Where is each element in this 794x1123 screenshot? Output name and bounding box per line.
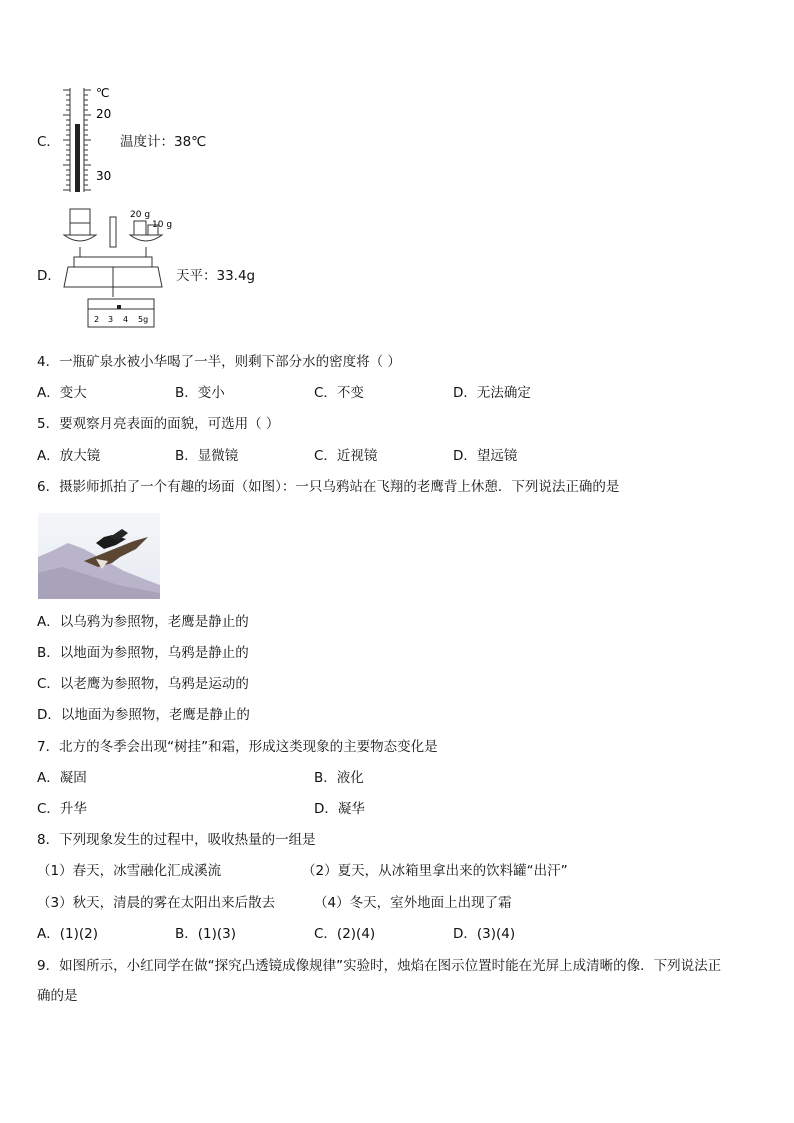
weight-label-20g: 20 g	[130, 210, 151, 220]
balance-icon	[60, 205, 175, 335]
q8-option-c: C．(2)(4)	[314, 926, 376, 942]
tick-label-20: 20	[96, 107, 112, 121]
q5-option-d: D．望远镜	[453, 448, 518, 464]
q7-option-c: C．升华	[37, 801, 87, 817]
q8-item-4: （4）冬天，室外地面上出现了霜	[314, 895, 512, 911]
q9-stem-line-1: 9．如图所示，小红同学在做“探究凸透镜成像规律”实验时，烛焰在图示位置时能在光屏上成清晰的像．下列说法正	[37, 958, 722, 974]
q9-stem-line-2: 确的是	[37, 988, 78, 1004]
q4-stem: 4．一瓶矿泉水被小华喝了一半，则剩下部分水的密度将（ ）	[37, 354, 401, 370]
q7-option-a: A．凝固	[37, 770, 87, 786]
q8-option-d: D．(3)(4)	[453, 926, 516, 942]
balance-caption: 天平：33.4g	[176, 268, 256, 284]
scale-label-3: 3	[108, 315, 114, 324]
option-letter-d: D．	[37, 268, 61, 284]
q5-option-a: A．放大镜	[37, 448, 101, 464]
q7-option-d: D．凝华	[314, 801, 365, 817]
q5-option-b: B．显微镜	[175, 448, 239, 464]
scale-label-2: 2	[94, 315, 100, 324]
q8-option-a: A．(1)(2)	[37, 926, 98, 942]
q8-item-2: （2）夏天，从冰箱里拿出来的饮料罐“出汗”	[302, 863, 568, 879]
q8-stem: 8．下列现象发生的过程中，吸收热量的一组是	[37, 832, 316, 848]
q6-option-c: C．以老鹰为参照物，乌鸦是运动的	[37, 676, 249, 692]
thermometer-unit: ℃	[96, 86, 110, 100]
q6-stem: 6．摄影师抓拍了一个有趣的场面（如图）：一只乌鸦站在飞翔的老鹰背上休憩．下列说法正确的是	[37, 479, 620, 495]
rider-marker	[117, 305, 121, 309]
q8-item-1: （1）春天，冰雪融化汇成溪流	[37, 863, 222, 879]
weight-label-10g: 10 g	[152, 220, 173, 230]
q4-option-c: C．不变	[314, 385, 364, 401]
q4-option-b: B．变小	[175, 385, 225, 401]
thermometer-icon	[60, 82, 120, 197]
q6-option-a: A．以乌鸦为参照物，老鹰是静止的	[37, 614, 249, 630]
q4-option-a: A．变大	[37, 385, 87, 401]
q7-option-b: B．液化	[314, 770, 364, 786]
option-letter-c: C．	[37, 134, 60, 150]
q5-option-c: C．近视镜	[314, 448, 378, 464]
q7-stem: 7．北方的冬季会出现“树挂”和霜，形成这类现象的主要物态变化是	[37, 739, 438, 755]
q6-option-d: D．以地面为参照物，老鹰是静止的	[37, 707, 250, 723]
crow-on-eagle-photo	[38, 513, 160, 599]
mercury-column	[75, 124, 80, 192]
q8-option-b: B．(1)(3)	[175, 926, 237, 942]
q5-stem: 5．要观察月亮表面的面貌，可选用（ ）	[37, 416, 280, 432]
scale-label-5g: 5g	[138, 315, 149, 324]
q4-option-d: D．无法确定	[453, 385, 531, 401]
q6-option-b: B．以地面为参照物，乌鸦是静止的	[37, 645, 249, 661]
scale-label-4: 4	[123, 315, 129, 324]
tick-label-30: 30	[96, 169, 112, 183]
q8-item-3: （3）秋天，清晨的雾在太阳出来后散去	[37, 895, 276, 911]
thermometer-caption: 温度计：38℃	[120, 134, 207, 150]
